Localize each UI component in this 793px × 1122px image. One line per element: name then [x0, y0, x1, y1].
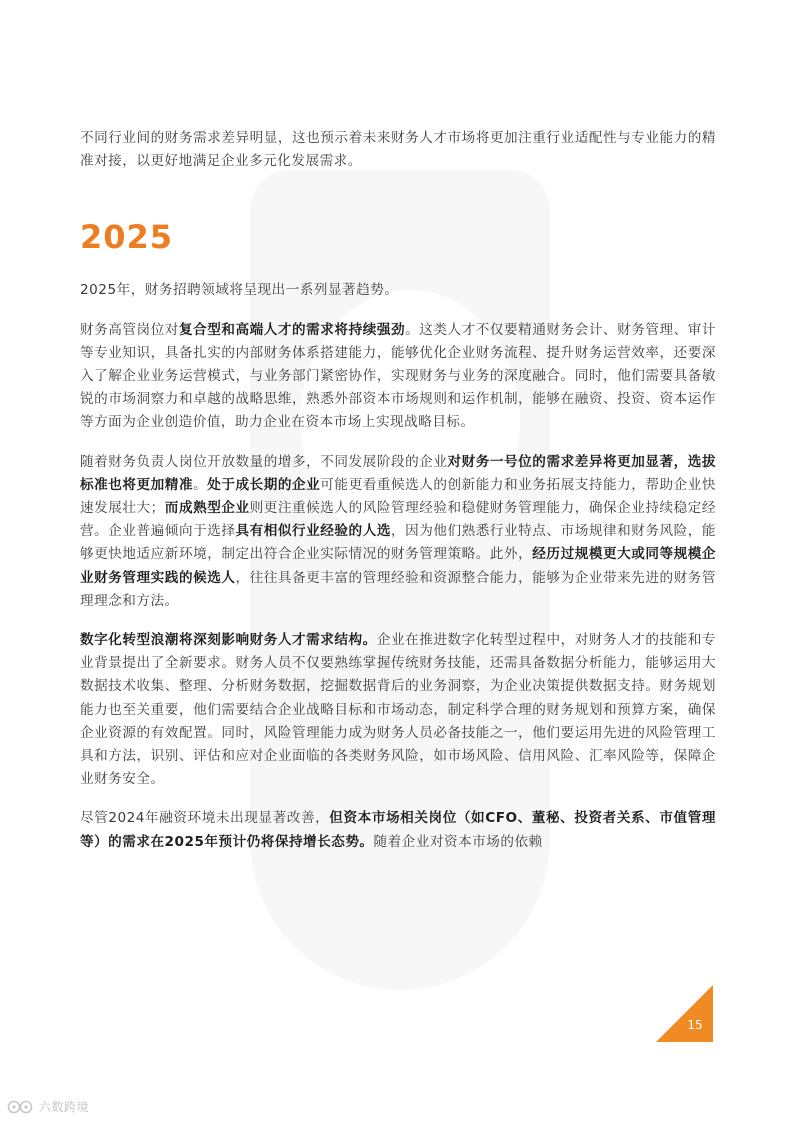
text-span: 。这类人才不仅要精通财务会计、财务管理、审计等专业知识，具备扎实的内部财务体系搭建能力，能够优化企业财务流程、提升财务运营效率，还要深入了解企业业务运营模式，与业务部门紧密协作，实现财务与业务的深度融合。同时，他们需要具备敏锐的市场洞察力和卓越的战略思维，熟悉外部资本市场规则和运作机制，能够在融资、投资、资本运作等方面为企业创造价值，助力企业在资本市场上实现战略目标。: [80, 321, 717, 431]
text-span: 企业在推进数字化转型过程中，对财务人才的技能和专业背景提出了全新要求。财务人员不仅要熟练掌握传统财务技能，还需具备数据分析能力，能够运用大数据技术收集、整理、分析财务数据，挖掘数据背后的业务洞察，为企业决策提供数据支持。财务规划能力也至关重要，他们需要结合企业战略目标和市场动态，制定科学合理的财务规划和预算方案，确保企业资源的有效配置。同时，风险管理能力成为财务人员必备技能之一，他们要运用先进的风险管理工具和方法，识别、评估和应对企业面临的各类财务风险，如市场风险、信用风险、汇率风险等，保障企业财务安全。: [80, 632, 717, 788]
logo-icon: [7, 1098, 35, 1114]
paragraph-digital-transformation: [80, 629, 716, 791]
text-span: ，往往具备更丰富的管理经验和资源整合能力，能够为企业带来先进的财务管理理念和方法。: [80, 569, 717, 609]
bold-text: 数字化转型浪潮将深刻影响财务人才需求结构。: [80, 632, 377, 649]
text-span: 尽管2024年融资环境未出现显著改善，: [80, 810, 330, 827]
bold-text: 复合型和高端人才的需求将持续强劲: [178, 321, 406, 338]
footer-brand-text: 六数跨境: [39, 1099, 90, 1114]
bold-text: 具有相似行业经验的人选: [235, 523, 391, 540]
bold-text: 而成熟型企业: [164, 500, 250, 517]
paragraph-capital-market: [80, 807, 716, 853]
text-span: 财务高管岗位对: [80, 321, 179, 338]
paragraph-selection-criteria: [80, 451, 716, 613]
text-span: ，因为他们熟悉行业特点、市场规律和财务风险，能够更快地适应新环境，制定出符合企业实际情况的财务管理策略。此外，: [80, 523, 717, 563]
text-span: 随着财务负责人岗位开放数量的增多，不同发展阶段的企业: [80, 453, 448, 470]
page-content: [80, 127, 716, 854]
intro-paragraph: 不同行业间的财务需求差异明显，这也预示着未来财务人才市场将更加注重行业适配性与专业能力的精准对接，以更好地满足企业多元化发展需求。: [80, 130, 716, 170]
page-corner-triangle: [656, 985, 713, 1042]
paragraph-cfo-demand: [80, 319, 716, 435]
bold-text: 但资本市场相关岗位（如CFO、董秘、投资者关系、市值管理等）的需求在2025年预计仍将保持增长态势。: [80, 810, 716, 850]
bold-text: 经历过规模更大或同等规模企业财务管理实践的候选人: [80, 546, 717, 586]
section-heading: 2025: [80, 218, 174, 257]
text-span: 可能更看重候选人的创新能力和业务拓展支持能力，帮助企业快速发展壮大；: [80, 476, 717, 517]
footer-watermark: [7, 1097, 89, 1115]
text-span: 。: [193, 476, 208, 493]
page-number: 15: [687, 1018, 703, 1032]
lead-paragraph: 2025年，财务招聘领域将呈现出一系列显著趋势。: [80, 282, 399, 299]
text-span: 则更注重候选人的风险管理经验和稳健财务管理能力，确保企业持续稳定经营。企业普遍倾向于选择: [80, 500, 717, 540]
text-span: 随着企业对资本市场的依赖: [373, 833, 543, 850]
bold-text: 对财务一号位的需求差异将更加显著，选拔标准也将更加精准: [80, 453, 717, 493]
bold-text: 处于成长期的企业: [207, 476, 321, 493]
